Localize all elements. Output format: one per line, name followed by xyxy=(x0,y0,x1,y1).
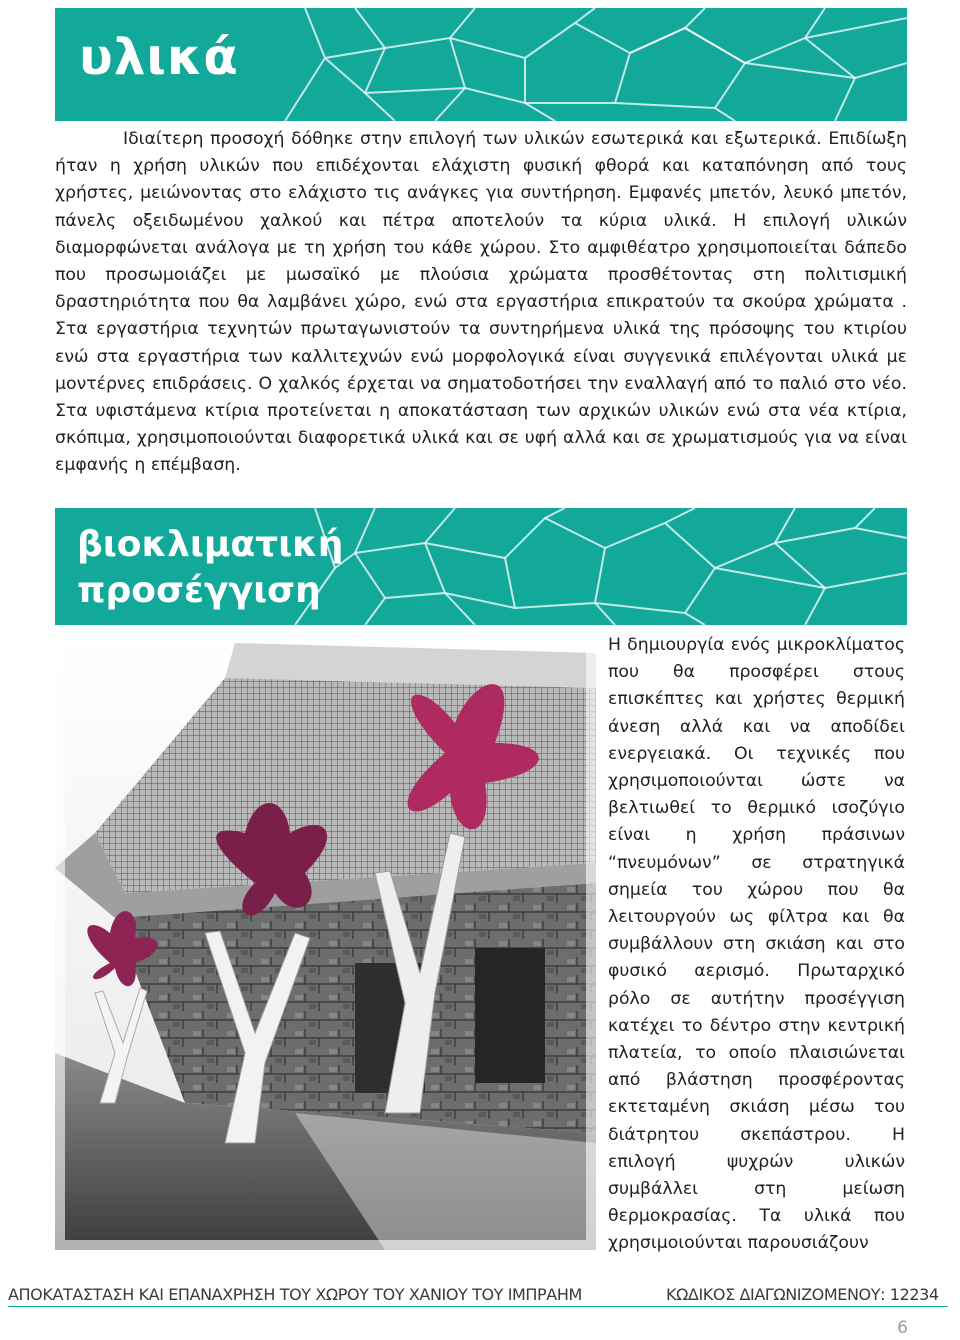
section-header-bioclimatic xyxy=(55,508,907,625)
section-title-line: βιοκλιματική xyxy=(77,524,344,565)
bioclimatic-paragraph: Η δημιουργία ενός μικροκλίματος που θα προσφέρει στους επισκέπτες και χρήστες θερμική άνεση αλλά και να αποδίδει ενεργειακά. Οι τεχνικές που χρησιμοποιούνται ώστε να βελτιωθεί το θερμικό ισοζύγιο είναι η χρήση πράσινων “πνευμόνων” σε στρατηγικά σημεία του χώρου που θα λειτουργούν ως φίλτρα και θα συμβάλλουν στη σκιάση και στο φυσικό αερισμό. Πρωταρχικό ρόλο σε αυτήτην προσέγγιση κατέχει το δέντρο στην κεντρική πλατεία, το οποίο πλαισιώνεται από βλάστηση προσφέροντας εκτεταμένη σκιάση μέσω του διάτρητου σκεπάστρου. Η επιλογή ψυχρών υλικών συμβάλλει στη μείωση θερμοκρασίας. Τα υλικά που χρησιμοιούνται παρουσιάζουν xyxy=(608,635,905,1254)
footer-divider xyxy=(8,1306,948,1307)
materials-paragraph: Ιδιαίτερη προσοχή δόθηκε στην επιλογή των υλικών εσωτερικά και εξωτερικά. Επιδίωξη ήταν η χρήση υλικών που επιδέχονται ελάχιστη φυσική φθορά και καταπόνηση από τους χρήστες, μειώνοντας στο ελάχιστο τις ανάγκες για συντήρηση. Εμφανές μπετόν, λευκό μπετόν, πάνελς οξειδωμένου χαλκού και πέτρα αποτελούν τα κύρια υλικά. Η επιλογή υλικών διαμορφώνεται ανάλογα με τη χρήση του κάθε χώρου. Στο αμφιθέατρο χρησιμοποιείται δάπεδο που προσωμοιάζει με μωσαϊκό με πλούσια χρώματα προσθέτοντας στη πολιτισμική δραστηριότητα που θα λαμβάνει χώρο, ενώ στα εργαστήρια επικρατούν τα σκούρα χρώματα . Στα εργαστήρια τεχνητών πρωταγωνιστούν τα συντηρήμενα υλικά της πρόσοψης του κτιρίου ενώ στα εργαστήρια των καλλιτεχνών ενώ μορφολογικά είναι συγγενικά επιλέγονται υλικά με μοντέρνες επιδράσεις. Ο χαλκός έρχεται να σηματοδοτήσει την εναλλαγή από το παλιό στο νέο. Στα υφιστάμενα κτίρια προτείνεται η αποκατάσταση των αρχικών υλικών ενώ στα νέα κτίρια, σκόπιμα, χρησιμοποιούνται διαφορετικά υλικά και σε υφή αλλά και σε χρωματισμούς για να είναι εμφανής η επέμβαση. xyxy=(55,129,907,476)
footer-competitor-code: ΚΩΔΙΚΟΣ ΔΙΑΓΩΝΙΖΟΜΕΝΟΥ: 12234 xyxy=(666,1285,939,1304)
section-title-materials: υλικά xyxy=(79,28,239,86)
page-number: 6 xyxy=(897,1318,908,1338)
architectural-render-image xyxy=(55,633,596,1250)
section-header-materials xyxy=(55,8,907,121)
section-title-bioclimatic xyxy=(77,522,343,614)
section-title-line: προσέγγιση xyxy=(77,570,321,611)
footer-project-title: ΑΠΟΚΑΤΑΣΤΑΣΗ ΚΑΙ ΕΠΑΝΑΧΡΗΣΗ ΤΟΥ ΧΩΡΟΥ ΤΟΥ ΧΑΝΙΟΥ ΤΟΥ ΙΜΠΡΑΗΜ xyxy=(8,1285,582,1304)
